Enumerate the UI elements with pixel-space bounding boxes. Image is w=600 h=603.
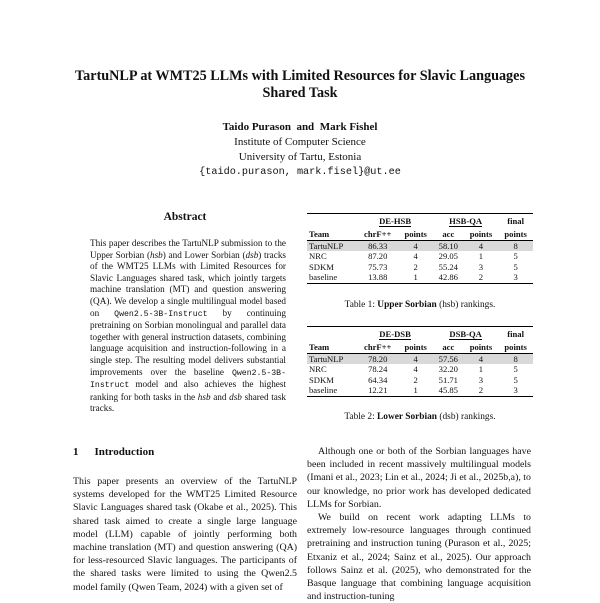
abstract-part: hsb [150, 249, 163, 260]
column-header: Team [307, 227, 357, 241]
column-header: points [398, 227, 433, 241]
caption-suffix: (hsb) rankings. [436, 300, 496, 310]
affiliation-2: University of Tartu, Estonia [238, 151, 362, 163]
results-table-upper-sorbian [307, 213, 533, 284]
abstract-part: by continuing pretraining on Sorbian monolingual and parallel data together with general instruction datasets, combining language acquisition and instruction-following in a single step. The resulting model delivers substantial improvements over the baseline [90, 307, 286, 377]
author-block [0, 120, 600, 180]
column-header: points [464, 227, 499, 241]
table-1-caption [307, 300, 533, 310]
table-2-caption [307, 412, 533, 422]
table-cell: SDKM [309, 261, 334, 272]
table-cell: 5 [513, 374, 518, 385]
caption-bold: Upper Sorbian [377, 300, 437, 310]
table-cell: TartuNLP [307, 354, 357, 365]
abstract-part: shared task tracks. [90, 391, 286, 414]
table-cell: 2 [413, 374, 418, 385]
table-cell: 1 [478, 364, 484, 375]
table-row [307, 385, 533, 396]
table-row [307, 364, 533, 374]
table-cell: 75.73 [368, 261, 388, 272]
table-cell: 1 [398, 385, 433, 396]
abstract-part: This paper describes the TartuNLP submission to the Upper Sorbian ( [90, 238, 286, 260]
affiliation-1: Institute of Computer Science [234, 136, 366, 148]
section-heading [73, 446, 154, 458]
table-cell: NRC [309, 364, 327, 375]
table-row [307, 262, 533, 272]
section-number: 1 [73, 446, 79, 458]
column-header: points [498, 340, 533, 354]
table-cell: 8 [498, 241, 533, 252]
table-cell: 4 [464, 241, 499, 252]
table-cell: 1 [478, 251, 484, 262]
table-cell: TartuNLP [307, 241, 357, 252]
abstract-part: ) and Lower Sorbian ( [162, 249, 246, 260]
group-header [357, 327, 433, 341]
column-header: acc [433, 340, 464, 354]
table-cell: 8 [498, 354, 533, 365]
intro-left-column: This paper presents an overview of the TartuNLP systems developed for the WMT25 Limited Resource Slavic Languages shared task (Okabe et al., 2025). This shared task aimed to create a single large language model (LLM) capable of jointly performing both machine translation (MT) and question answering (QA) for less-resourced Slavic languages. The participants of the shared tasks were limited to using the Qwen2.5 model family (Qwen Team, 2024) with a given set of [73, 476, 297, 593]
table-cell: 5 [513, 251, 518, 262]
caption-prefix: Table 2: [344, 412, 378, 422]
table-cell: 64.34 [368, 374, 388, 385]
table-cell: 5 [513, 364, 518, 375]
abstract-part: dsb [245, 249, 259, 260]
table-cell: 3 [478, 261, 484, 272]
abstract-part: dsb [229, 391, 242, 402]
table-cell: 86.33 [357, 241, 398, 252]
abstract-text [90, 238, 286, 415]
table-corner [307, 327, 357, 341]
group-header-label: DE-DSB [379, 328, 411, 339]
abstract-part: Qwen2.5-3B-Instruct [90, 368, 286, 391]
group-header: final [498, 327, 533, 341]
table-cell: 4 [464, 354, 499, 365]
column-header: acc [433, 227, 464, 241]
author-email: {taido.purason, mark.fisel}@ut.ee [199, 167, 401, 178]
author-separator: and [296, 121, 315, 133]
table-corner [307, 214, 357, 228]
table-cell: 2 [464, 272, 499, 283]
table-cell: 42.86 [433, 272, 464, 283]
title-line-1: TartuNLP at WMT25 LLMs with Limited Resources for Slavic Languages [75, 68, 525, 84]
table-cell: 3 [498, 272, 533, 283]
table-cell: 4 [398, 241, 433, 252]
title-line-2: Shared Task [262, 85, 338, 101]
abstract-part: Qwen2.5-3B-Instruct [114, 309, 208, 319]
table-cell: 3 [498, 385, 533, 396]
table-cell: 29.05 [438, 251, 458, 262]
table-cell: 58.10 [433, 241, 464, 252]
table-cell: 4 [413, 251, 418, 262]
table-cell: 45.85 [433, 385, 464, 396]
column-header: points [464, 340, 499, 354]
abstract-part: and [210, 391, 230, 402]
table-cell: SDKM [309, 374, 334, 385]
group-header: final [498, 214, 533, 228]
table-cell: 2 [464, 385, 499, 396]
intro-paragraph: Although one or both of the Sorbian languages have been included in recent massively multilingual models (Imani et al., 2023; Lin et al., 2024; Ji et al., 2025b,a), to our knowledge, no prior work has developed dedicated LLMs for Sorbian. [307, 446, 531, 510]
column-header: points [498, 227, 533, 241]
table-row [307, 272, 533, 283]
table-cell: 55.24 [438, 261, 458, 272]
abstract-part: model and also achieves the highest ranking for both tasks in the [90, 379, 286, 402]
author-1: Taido Purason [222, 121, 291, 133]
group-header [357, 214, 433, 228]
table-cell: 5 [513, 261, 518, 272]
author-names [0, 120, 600, 135]
caption-suffix: (dsb) rankings. [437, 412, 496, 422]
table-cell: 51.71 [438, 374, 458, 385]
table-cell: 12.21 [357, 385, 398, 396]
section-title: Introduction [94, 446, 155, 458]
table-row [307, 251, 533, 261]
table-cell: 13.88 [357, 272, 398, 283]
table-row [307, 354, 533, 365]
table-cell: 1 [398, 272, 433, 283]
table-cell: 78.24 [368, 364, 388, 375]
table-cell: NRC [309, 251, 327, 262]
table-cell: 87.20 [368, 251, 388, 262]
table-cell: 32.20 [438, 364, 458, 375]
table-cell: 78.20 [357, 354, 398, 365]
table-row [307, 241, 533, 252]
table-cell: 57.56 [433, 354, 464, 365]
intro-right-column [307, 445, 531, 603]
caption-bold: Lower Sorbian [377, 412, 438, 422]
group-header [433, 327, 498, 341]
column-header: points [398, 340, 433, 354]
group-header-label: DE-HSB [379, 215, 412, 226]
results-table-lower-sorbian [307, 326, 533, 397]
abstract-part: hsb [197, 391, 211, 402]
group-header [433, 214, 498, 228]
table-cell: baseline [307, 385, 357, 396]
table-cell: 2 [413, 261, 418, 272]
table-row [307, 375, 533, 385]
column-header: Team [307, 340, 357, 354]
group-header-label: HSB-QA [449, 215, 483, 226]
table-cell: 4 [413, 364, 418, 375]
abstract-heading: Abstract [163, 211, 207, 223]
intro-paragraph: We build on recent work adapting LLMs to extremely low-resource languages through continued pretraining and instruction tuning (Purason et al., 2025; Etxaniz et al., 2024; Sainz et al., 2025). Our approach follows Sainz et al. (2025), who demonstrated for the Basque language that combining language acquisition and instruction-tuning [307, 512, 531, 603]
table-cell: 3 [478, 374, 484, 385]
group-header-label: DSB-QA [449, 328, 482, 339]
table-cell: baseline [307, 272, 357, 283]
column-header: chrF++ [357, 340, 398, 354]
abstract-part: ) tracks of the WMT25 LLMs with Limited Resources for Slavic Languages shared task, which jointly targets machine translation (MT) and question answering (QA). We develop a single multilingual model based on [90, 249, 286, 318]
table-cell: 4 [398, 354, 433, 365]
paper-title [0, 68, 600, 102]
column-header: chrF++ [357, 227, 398, 241]
caption-prefix: Table 1: [344, 300, 378, 310]
author-2: Mark Fishel [319, 121, 378, 133]
